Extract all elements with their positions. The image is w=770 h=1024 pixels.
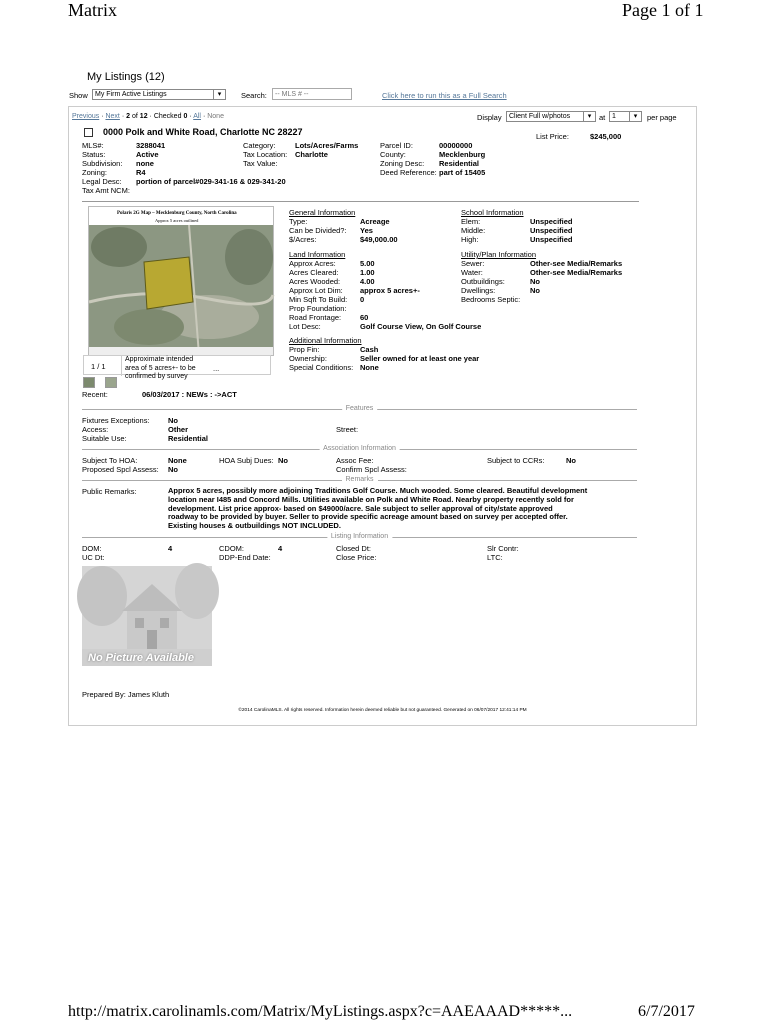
print-footer-url: http://matrix.carolinamls.com/Matrix/MyListings.aspx?c=AAEAAAD*****...	[68, 1003, 573, 1020]
map-svg	[89, 207, 273, 355]
nav-sep: ·	[121, 113, 125, 120]
dom-value: 4	[168, 544, 173, 553]
water-value: Other-see Media/Remarks	[530, 268, 623, 277]
lot-dim-label: Approx Lot Dim:	[289, 286, 343, 295]
photo-caption	[121, 356, 221, 380]
wooded-value: 4.00	[360, 277, 375, 286]
ddp-end-label: DDP-End Date:	[219, 553, 271, 562]
display-label: Display	[477, 113, 502, 122]
chevron-down-icon: ▾	[213, 90, 225, 99]
wooded-label: Acres Wooded:	[289, 277, 341, 286]
dom-label: DOM:	[82, 544, 102, 553]
caption-line: Approximate intended	[125, 356, 194, 363]
tax-value-label: Tax Value:	[243, 159, 278, 168]
zoning-desc-value: Residential	[439, 159, 480, 168]
print-header-page: Page 1 of 1	[622, 0, 704, 20]
special-value: None	[360, 363, 379, 372]
show-select[interactable]	[92, 89, 226, 100]
nav-sep: ·	[149, 113, 152, 120]
search-label: Search:	[241, 91, 267, 100]
suitable-use-label: Suitable Use:	[82, 434, 127, 443]
map-title: Polaris 2G Map – Mecklenburg County, North Carolina	[117, 211, 237, 216]
elem-label: Elem:	[461, 217, 481, 226]
next-link[interactable]: Next	[105, 113, 120, 120]
subdivision-value: none	[136, 159, 154, 168]
outbuildings-value: No	[530, 277, 540, 286]
status-label: Status:	[82, 150, 106, 159]
acres-label: Approx Acres:	[289, 259, 336, 268]
listing-checkbox[interactable]	[84, 128, 93, 137]
remarks-line: Approx 5 acres, possibly more adjoining Traditions Golf Course. Much wooded. Some cleared. Beautiful development	[168, 486, 588, 495]
ownership-label: Ownership:	[289, 354, 327, 363]
frontage-label: Road Frontage:	[289, 313, 342, 322]
pager	[72, 113, 224, 120]
foundation-label: Prop Foundation:	[289, 304, 347, 313]
utility-heading: Utility/Plan Information	[461, 250, 537, 259]
no-picture-overlay: No Picture Available	[88, 652, 194, 664]
caption-line: area of 5 acres+- to be	[125, 364, 196, 372]
parcel-label: Parcel ID:	[380, 141, 413, 150]
public-remarks-text	[168, 487, 643, 531]
fixtures-label: Fixtures Exceptions:	[82, 416, 150, 425]
show-select-value: My Firm Active Listings	[95, 91, 167, 98]
tax-amt-label: Tax Amt NCM:	[82, 186, 130, 195]
recent-label: Recent:	[82, 390, 108, 399]
cleared-value: 1.00	[360, 268, 375, 277]
search-input[interactable]	[272, 88, 352, 100]
caption-ellipsis-icon[interactable]: ...	[213, 364, 220, 373]
deed-label: Deed Reference:	[380, 168, 437, 177]
cleared-label: Acres Cleared:	[289, 268, 339, 277]
prop-fin-value: Cash	[360, 345, 379, 354]
fixtures-value: No	[168, 416, 178, 425]
zoning-value: R4	[136, 168, 146, 177]
per-page-label: per page	[647, 113, 677, 122]
display-select[interactable]	[506, 111, 596, 122]
lot-dim-value: approx 5 acres+-	[360, 286, 420, 295]
list-price-value: $245,000	[590, 132, 622, 141]
dwellings-value: No	[530, 286, 540, 295]
nav-sep: ·	[202, 113, 206, 120]
ccrs-label: Subject to CCRs:	[487, 456, 545, 465]
zoning-label: Zoning:	[82, 168, 108, 177]
uc-dt-label: UC Dt:	[82, 553, 105, 562]
special-label: Special Conditions:	[289, 363, 354, 372]
display-select-value: Client Full w/photos	[509, 113, 571, 120]
land-heading: Land Information	[289, 250, 346, 259]
category-value: Lots/Acres/Farms	[295, 141, 359, 150]
remarks-line: roadway to be provided by buyer. Seller to provide specific acreage amount based on survey per accepted offer.	[168, 512, 568, 522]
map-subtitle: Approx 5 acres outlined	[155, 218, 199, 223]
nav-sep: ·	[101, 113, 104, 120]
no-picture-image	[82, 566, 212, 666]
thumbnail-icon[interactable]	[83, 377, 95, 388]
cdom-value: 4	[278, 544, 283, 553]
at-label: at	[599, 113, 606, 122]
parcel-highlight	[144, 257, 193, 309]
listing-info-divider	[82, 532, 637, 542]
copyright-text: ©2014 CarolinaMLS. All rights reserved. Information herein deemed reliable but not guaranteed. Generated on 06/07/2017 12:41:14 PM	[238, 708, 527, 713]
association-divider	[82, 444, 637, 454]
remarks-line: development. List price approx- based on $49000/acre. Sale subject to seller approval of city/state approved	[168, 503, 553, 513]
type-label: Type:	[289, 217, 308, 226]
cdom-label: CDOM:	[219, 544, 244, 553]
dwellings-label: Dwellings:	[461, 286, 496, 295]
checked-count: 0	[183, 113, 188, 120]
county-label: County:	[380, 150, 406, 159]
mls-value: 3288041	[136, 141, 166, 150]
min-sqft-value: 0	[360, 295, 365, 304]
parcel-value: 00000000	[439, 141, 473, 150]
nav-sep: ·	[189, 113, 192, 120]
remarks-heading: Remarks	[341, 475, 377, 485]
high-label: High:	[461, 235, 479, 244]
of-text: of	[132, 113, 138, 120]
remarks-line: Existing houses & outbuildings NOT INCLUDED.	[168, 521, 341, 531]
list-price-label: List Price:	[536, 132, 569, 141]
confirm-spcl-label: Confirm Spcl Assess:	[336, 465, 407, 474]
acres-value: 5.00	[360, 259, 375, 268]
assoc-fee-label: Assoc Fee:	[336, 456, 374, 465]
prepared-by: Prepared By: James Kluth	[82, 690, 170, 699]
all-link[interactable]: All	[193, 113, 201, 120]
total-count: 12	[139, 113, 148, 120]
print-footer-date: 6/7/2017	[638, 1003, 695, 1020]
per-acre-label: $/Acres:	[289, 235, 317, 244]
lot-desc-label: Lot Desc:	[289, 322, 321, 331]
high-value: Unspecified	[530, 235, 573, 244]
recent-value: 06/03/2017 : NEWs : ->ACT	[142, 390, 237, 399]
none-link[interactable]: None	[207, 113, 224, 120]
per-page-select[interactable]	[609, 111, 642, 122]
remarks-divider	[82, 475, 637, 485]
lot-desc-value: Golf Course View, On Golf Course	[360, 322, 482, 331]
hoa-dues-label: HOA Subj Dues:	[219, 456, 274, 465]
additional-heading: Additional Information	[289, 336, 362, 345]
map-image[interactable]	[88, 206, 274, 356]
deed-value: part of 15405	[439, 168, 486, 177]
features-divider	[82, 404, 637, 414]
category-label: Category:	[243, 141, 276, 150]
per-page-value: 1	[612, 113, 616, 120]
ccrs-value: No	[566, 456, 576, 465]
septic-label: Bedrooms Septic:	[461, 295, 521, 304]
print-header-title: Matrix	[68, 0, 117, 20]
listing-address: 0000 Polk and White Road, Charlotte NC 28227	[103, 127, 303, 137]
zoning-desc-label: Zoning Desc:	[380, 159, 425, 168]
spcl-assess-label: Proposed Spcl Assess:	[82, 465, 159, 474]
house-placeholder-svg	[82, 566, 212, 666]
hoa-dues-value: No	[278, 456, 288, 465]
listing-info-heading: Listing Information	[327, 532, 392, 542]
hoa-label: Subject To HOA:	[82, 456, 138, 465]
access-label: Access:	[82, 425, 109, 434]
county-value: Mecklenburg	[439, 150, 486, 159]
public-remarks-label: Public Remarks:	[82, 487, 137, 496]
divided-label: Can be Divided?:	[289, 226, 347, 235]
previous-link[interactable]: Previous	[72, 113, 100, 120]
min-sqft-label: Min Sqft To Build:	[289, 295, 348, 304]
subdivision-label: Subdivision:	[82, 159, 123, 168]
divider	[82, 201, 639, 202]
water-label: Water:	[461, 268, 483, 277]
listings-title: My Listings (12)	[87, 71, 165, 83]
photo-caption-bar	[83, 355, 271, 380]
general-heading: General Information	[289, 208, 356, 217]
elem-value: Unspecified	[530, 217, 573, 226]
closed-dt-label: Closed Dt:	[336, 544, 372, 553]
middle-value: Unspecified	[530, 226, 573, 235]
remarks-line: location near I485 and Concord Mills. Utilities available on Polk and White Road. Nearby property recently sold for	[168, 494, 574, 504]
prop-fin-label: Prop Fin:	[289, 345, 320, 354]
position-number: 2	[126, 113, 131, 120]
photo-counter: 1 / 1	[91, 362, 106, 371]
frontage-value: 60	[360, 313, 369, 322]
school-heading: School Information	[461, 208, 524, 217]
street-label: Street:	[336, 425, 359, 434]
divided-value: Yes	[360, 226, 373, 235]
close-price-label: Close Price:	[336, 553, 377, 562]
status-value: Active	[136, 150, 159, 159]
access-value: Other	[168, 425, 189, 434]
ltc-label: LTC:	[487, 553, 503, 562]
tax-location-value: Charlotte	[295, 150, 328, 159]
slr-contr-label: Slr Contr:	[487, 544, 519, 553]
mls-label: MLS#:	[82, 141, 104, 150]
association-heading: Association Information	[319, 444, 400, 454]
sewer-label: Sewer:	[461, 259, 485, 268]
show-label: Show	[69, 91, 88, 100]
features-heading: Features	[342, 404, 378, 414]
middle-label: Middle:	[461, 226, 486, 235]
chevron-down-icon: ▾	[583, 112, 595, 121]
sewer-value: Other-see Media/Remarks	[530, 259, 623, 268]
spcl-assess-value: No	[168, 465, 178, 474]
full-search-link[interactable]: Click here to run this as a Full Search	[382, 91, 507, 100]
thumbnail-icon[interactable]	[105, 377, 117, 388]
tax-location-label: Tax Location:	[243, 150, 288, 159]
caption-line: confirmed by survey	[125, 373, 188, 380]
type-value: Acreage	[360, 217, 390, 226]
legal-label: Legal Desc:	[82, 177, 122, 186]
ownership-value: Seller owned for at least one year	[360, 354, 480, 363]
per-acre-value: $49,000.00	[360, 235, 398, 244]
legal-value: portion of parcel#029-341-16 & 029-341-20	[136, 177, 286, 186]
checked-label: Checked	[153, 113, 182, 120]
outbuildings-label: Outbuildings:	[461, 277, 505, 286]
suitable-use-value: Residential	[168, 434, 209, 443]
hoa-value: None	[168, 456, 187, 465]
chevron-down-icon: ▾	[629, 112, 641, 121]
